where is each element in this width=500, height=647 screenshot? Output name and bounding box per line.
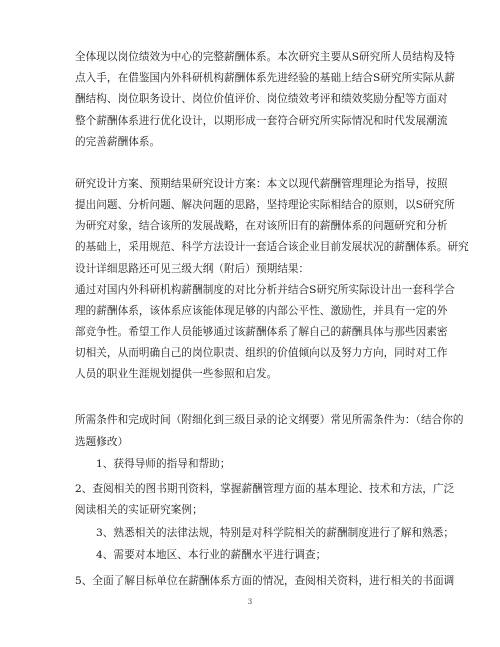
text-line: 研究设计方案、预期结果研究设计方案：本文以现代薪酬管理理论为指导，按照 — [75, 178, 448, 190]
list-item: 2、查阅相关的图书期刊资料，掌握薪酬管理方面的基本理论、技术和方法，广泛 — [75, 483, 455, 495]
page-number: 3 — [247, 598, 253, 606]
text-line: 酬结构、岗位职务设计、岗位价值评价、岗位绩效考评和绩效奖励分配等方面对 — [75, 93, 448, 105]
text-line: 切相关，从而明确自己的岗位职责、组织的价值倾向以及努力方向，同时对工作 — [75, 347, 448, 359]
text-line: 设计详细思路还可见三级大纲（附后）预期结果： — [75, 263, 310, 275]
text-line: 通过对国内外科研机构薪酬制度的对比分析并结合S研究所实际设计出一套科学合 — [75, 284, 455, 296]
text-line: 选题修改） — [75, 436, 129, 448]
list-item: 5、全面了解目标单位在薪酬体系方面的情况，查阅相关资料，进行相关的书面调 — [75, 575, 455, 587]
list-item: 1、获得导师的指导和帮助； — [96, 458, 231, 470]
text-line: 阅读相关的实证研究案例； — [75, 504, 203, 516]
text-line: 点入手，在借鉴国内外科研机构薪酬体系先进经验的基础上结合S研究所实际从薪 — [75, 72, 455, 84]
text-line: 提出问题、分析问题、解决问题的思路，坚持理论实际相结合的原则，以S研究所 — [75, 199, 455, 211]
text-line: 为研究对象，结合该所的发展战略，在对该所旧有的薪酬体系的问题研究和分析 — [75, 220, 448, 232]
text-line: 整个薪酬体系进行优化设计，以期形成一套符合研究所实际情况和时代发展潮流 — [75, 115, 448, 127]
text-line: 人员的职业生涯规划提供一些参照和启发。 — [75, 368, 278, 380]
list-item: 3、熟悉相关的法律法规，特别是对科学院相关的薪酬制度进行了解和熟悉； — [96, 527, 455, 539]
list-item: 4、需要对本地区、本行业的薪酬水平进行调查； — [96, 549, 327, 561]
text-line: 所需条件和完成时间（附细化到三级目录的论文纲要）常见所需条件为：（结合你的 — [75, 414, 464, 426]
text-line: 的基础上，采用规范、科学方法设计一套适合该企业目前发展状况的薪酬体系。研究 — [75, 241, 469, 253]
text-line: 部竞争性。希望工作人员能够通过该薪酬体系了解自己的薪酬具体与那些因素密 — [75, 326, 448, 338]
text-line: 全体现以岗位绩效为中心的完整薪酬体系。本次研究主要从S研究所人员结构及特 — [75, 51, 455, 63]
text-line: 的完善薪酬体系。 — [75, 136, 161, 148]
text-line: 理的薪酬体系，该体系应该能体现足够的内部公平性、激励性，并具有一定的外 — [75, 305, 448, 317]
